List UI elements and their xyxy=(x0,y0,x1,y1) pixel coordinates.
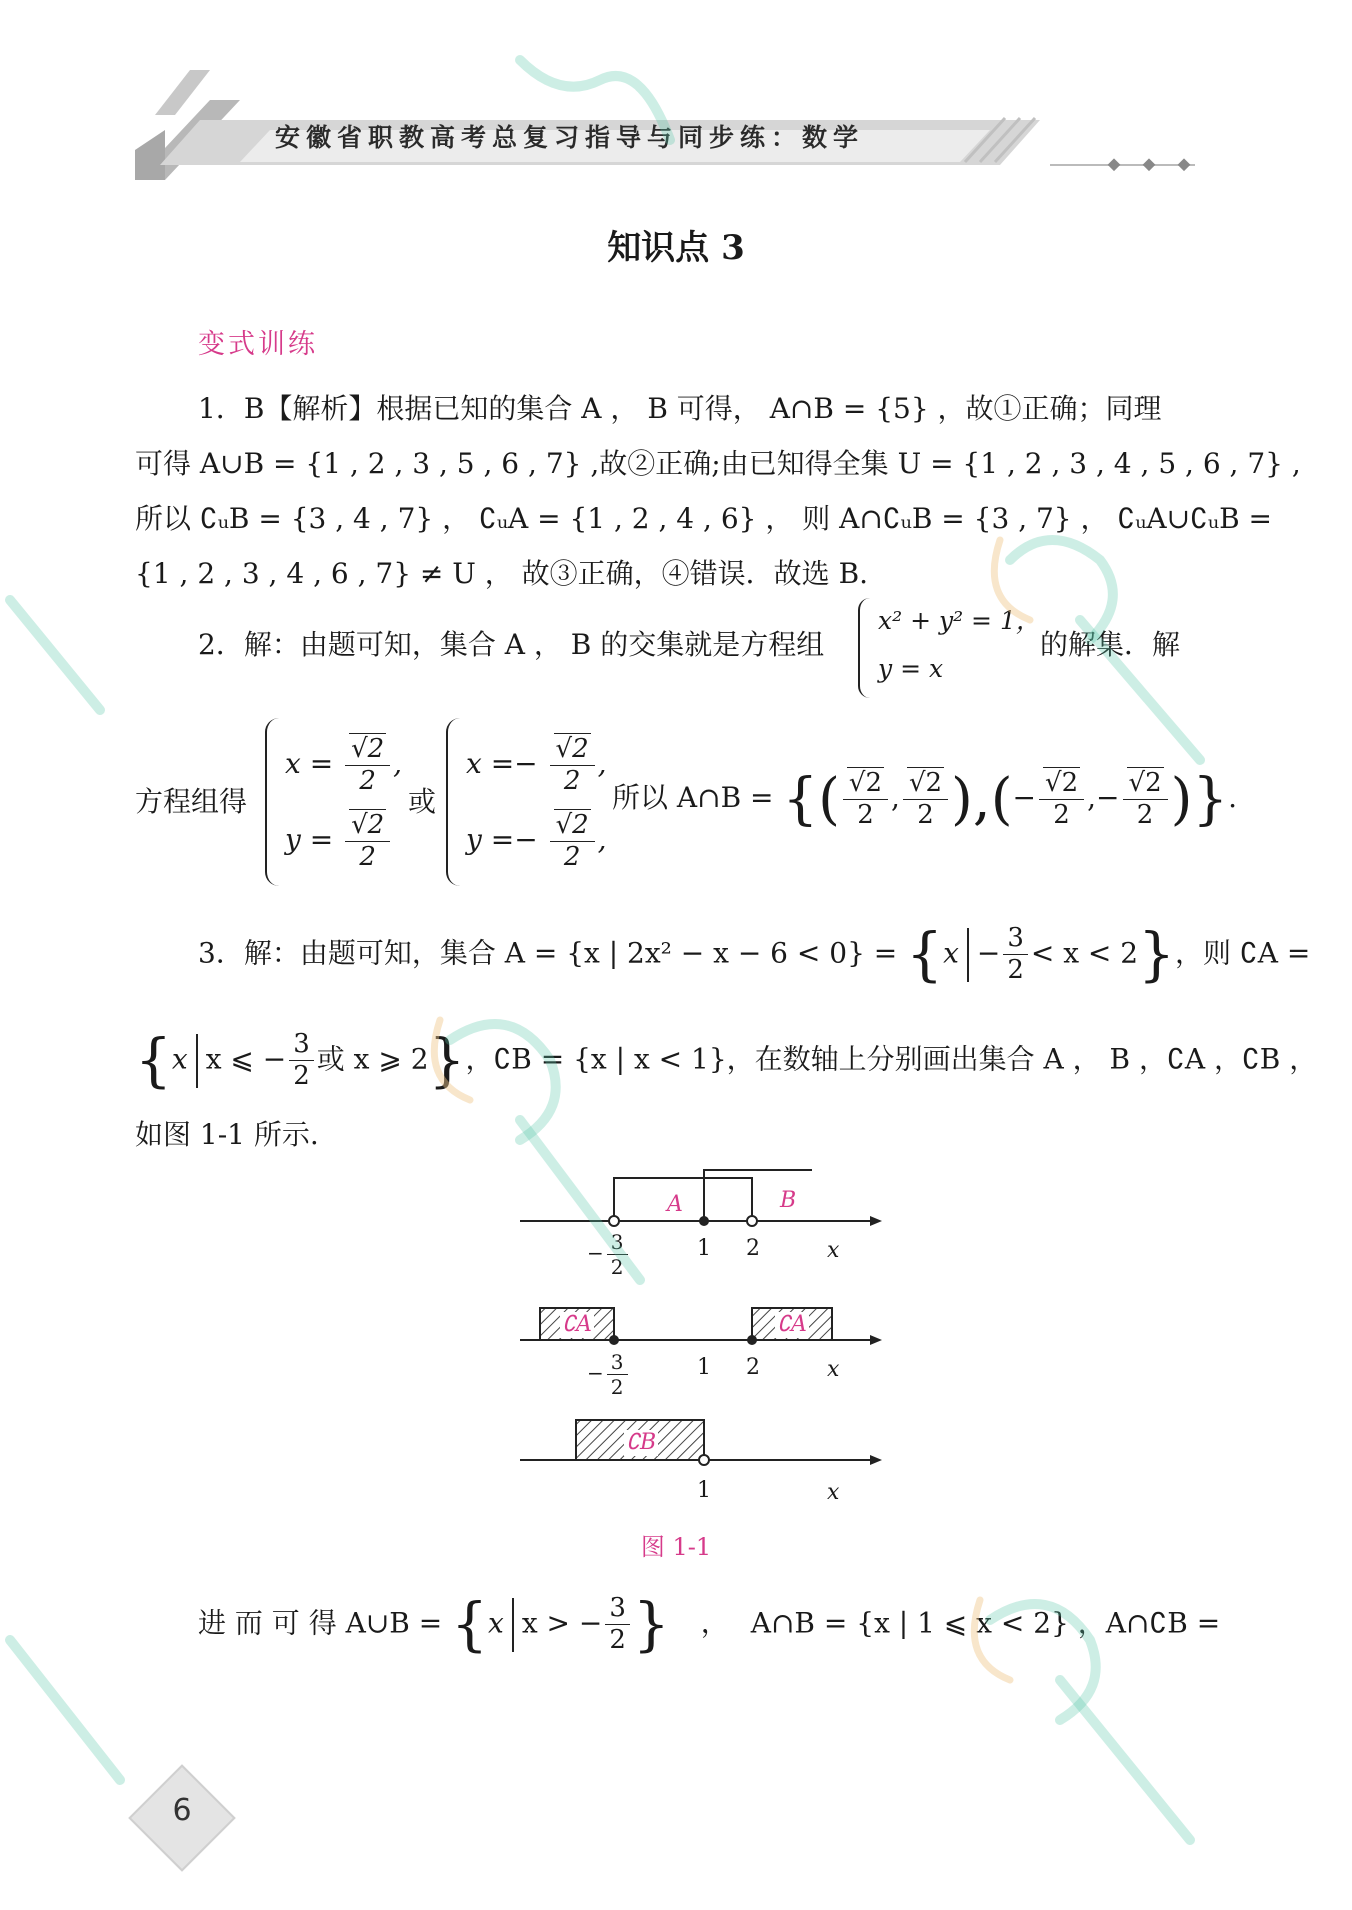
fig-tick-2b: 2 xyxy=(746,1355,760,1380)
p2-sol2-brace xyxy=(446,718,464,886)
p2-intro: 2．解：由题可知，集合 A ， B 的交集就是方程组 xyxy=(198,628,825,661)
frac-den: 2 xyxy=(610,1255,624,1279)
fig-label-B: B xyxy=(780,1188,797,1213)
p2-res-frac4 xyxy=(1123,768,1168,831)
p4-a: 进 而 可 得 A∪B = xyxy=(198,1606,443,1640)
neg-sign: − xyxy=(1096,781,1120,815)
p2-sol1-y-label: y = xyxy=(285,823,334,857)
fig-axis-x3: x xyxy=(827,1480,840,1505)
p3-l1b: x xyxy=(943,936,959,970)
p4-d: ， xyxy=(700,1606,729,1640)
p1-line3: 所以 ∁ᵤB = {3 , 4 , 7} ， ∁ᵤA = {1 , 2 , 4 , 6} ， 则 A∩∁ᵤB = {3 , 7} ， ∁ᵤA∪∁ᵤB = xyxy=(135,502,1273,535)
p2-res-frac3 xyxy=(1039,768,1084,831)
p2-sol1-x-frac xyxy=(345,734,390,797)
p4-line: 进 而 可 得 A∪B = {x x > − $\frac{3}{2}$ } ， A∩B = {x | 1 ⩽ x < 2} ，A∩∁B = xyxy=(198,1590,1221,1658)
p3-frac2 xyxy=(289,1029,314,1092)
p3-l1e: ，则 ∁A = xyxy=(1175,936,1311,970)
p2-sol1-x-label: x = xyxy=(285,747,334,781)
neg-sign: − xyxy=(1012,781,1037,815)
fig-tick-neg-b xyxy=(587,1350,631,1399)
set-bar xyxy=(196,1034,198,1088)
frac-num: 3 xyxy=(607,1230,628,1255)
p2-result: 所以 A∩B = {( $\frac{√2}{2}$ , $\frac{√2}{2}$ ),(− $\frac{√2}{2}$ ,− $\frac{√2}{2}$ )}. xyxy=(612,767,1237,832)
p2-sol1-brace xyxy=(265,718,283,886)
p4-c: x > − xyxy=(521,1606,603,1640)
sqrt-num: √2 xyxy=(908,767,943,798)
frac-num: 3 xyxy=(1003,923,1028,955)
frac-den: 2 xyxy=(359,842,376,873)
set-bar xyxy=(967,928,969,982)
page-number: 6 xyxy=(172,1793,192,1828)
frac-den: 2 xyxy=(917,800,934,831)
p2-sol2-x-frac xyxy=(550,734,595,797)
set-bar xyxy=(512,1598,514,1652)
p3-l1a: 3．解：由题可知，集合 A = {x | 2x² − x − 6 < 0} = xyxy=(198,936,898,970)
fig-label-CA-left: ∁A xyxy=(562,1312,592,1337)
fig-tick-1c: 1 xyxy=(697,1478,711,1503)
fig-tick-1b: 1 xyxy=(697,1355,711,1380)
p2-system-brace xyxy=(858,598,878,698)
fig-tick-1a: 1 xyxy=(697,1236,711,1261)
p3-l1d: < x < 2 xyxy=(1030,936,1139,970)
frac-den: 2 xyxy=(609,1625,626,1656)
header-title: 安徽省职教高考总复习指导与同步练：数学 xyxy=(275,123,865,152)
p2-system-eq2: y = x xyxy=(878,654,944,683)
fig-frac-a xyxy=(607,1230,628,1279)
fig-axis-x2: x xyxy=(827,1357,840,1382)
p4-frac xyxy=(605,1593,630,1656)
p2-lead: 方程组得 xyxy=(135,785,248,818)
frac-num: 3 xyxy=(607,1350,628,1375)
p3-line3: 如图 1-1 所示. xyxy=(135,1118,319,1151)
frac-den: 2 xyxy=(1136,800,1154,831)
p3-line2: {x x ⩽ − $\frac{3}{2}$ 或 x ⩾ 2}，∁B = {x | x < 1}，在数轴上分别画出集合 A ， B ，∁A ，∁B ， xyxy=(135,1026,1318,1094)
frac-den: 2 xyxy=(359,766,376,797)
fig-tick-neg-a xyxy=(587,1230,631,1279)
p1-line2: 可得 A∪B = {1 , 2 , 3 , 5 , 6 , 7} ,故②正确;由已知得全集 U = {1 , 2 , 3 , 4 , 5 , 6 , 7} , xyxy=(135,447,1301,480)
p2-res-frac1 xyxy=(843,768,888,831)
p2-system-eq1: x² + y² = 1， xyxy=(878,606,1041,635)
neg-sign: − xyxy=(976,936,1001,970)
neg-sign: − xyxy=(514,823,538,857)
period: . xyxy=(1228,781,1237,815)
p2-tail: 的解集．解 xyxy=(1040,628,1181,661)
frac-den: 2 xyxy=(1007,955,1024,986)
p3-frac1 xyxy=(1003,923,1028,986)
section-heading: 变式训练 xyxy=(198,329,318,360)
knowledge-point-title: 知识点 3 xyxy=(607,228,745,268)
sqrt-num: √2 xyxy=(848,767,883,798)
p2-sol2-x: x =− $\frac{√2}{2}$ , xyxy=(466,734,607,797)
fig-label-CA-right: ∁A xyxy=(777,1312,807,1337)
p1-line4: {1 , 2 , 3 , 4 , 6 , 7} ≠ U ， 故③正确，④错误．故选 B. xyxy=(135,557,869,590)
sqrt-num: √2 xyxy=(1045,767,1079,798)
sqrt-num: √2 xyxy=(1128,767,1162,798)
p2-or: 或 xyxy=(408,785,437,818)
p3-l2c: 或 x ⩾ 2 xyxy=(316,1042,429,1076)
p3-l2b: x ⩽ − xyxy=(205,1042,287,1076)
frac-num: 3 xyxy=(289,1029,314,1061)
frac-den: 2 xyxy=(563,842,581,873)
p2-so-label: 所以 A∩B = xyxy=(612,781,774,815)
frac-den: 2 xyxy=(857,800,874,831)
frac-den: 2 xyxy=(610,1375,624,1399)
p2-sol2-y-label: y = xyxy=(466,823,515,857)
fig-label-CB: ∁B xyxy=(626,1430,657,1455)
p3-l2d: ，∁B = {x | x < 1}，在数轴上分别画出集合 A ， B ，∁A ，∁B ， xyxy=(465,1042,1318,1076)
p1-line1: 1．B【解析】根据已知的集合 A ， B 可得， A∩B = {5} ，故①正确；同理 xyxy=(198,392,1162,425)
figure-caption: 图 1-1 xyxy=(640,1533,712,1561)
p3-line1: 3．解：由题可知，集合 A = {x | 2x² − x − 6 < 0} = {x − $\frac{3}{2}$ < x < 2}，则 ∁A = xyxy=(198,920,1311,988)
sqrt-num: √2 xyxy=(555,734,589,764)
sqrt-num: √2 xyxy=(555,810,589,840)
p4-b: x xyxy=(488,1606,504,1640)
p3-l2a: x xyxy=(171,1042,188,1076)
fig-tick-2a: 2 xyxy=(746,1236,760,1261)
p2-res-frac2 xyxy=(903,768,948,831)
sqrt-num: √2 xyxy=(351,810,385,840)
p2-sol1-y-frac xyxy=(345,810,390,873)
fig-axis-x1: x xyxy=(827,1238,840,1263)
neg-sign: − xyxy=(514,747,538,781)
frac-den: 2 xyxy=(563,766,581,797)
frac-den: 2 xyxy=(293,1061,310,1092)
neg-sign: − xyxy=(587,1361,604,1385)
frac-num: 3 xyxy=(605,1593,630,1625)
frac-den: 2 xyxy=(1053,800,1070,831)
p2-sol2-y-frac xyxy=(550,810,595,873)
neg-sign: − xyxy=(587,1241,604,1265)
p2-sol1-x: x = $\frac{√2}{2}$ , xyxy=(285,734,403,797)
p4-e: A∩B = {x | 1 ⩽ x < 2} ，A∩∁B = xyxy=(750,1606,1221,1640)
p2-sol2-x-label: x = xyxy=(466,747,515,781)
fig-label-A: A xyxy=(667,1192,683,1217)
sqrt-num: √2 xyxy=(351,734,385,764)
p2-sol2-y: y =− $\frac{√2}{2}$ , xyxy=(466,810,607,873)
set-A-bracket xyxy=(614,1178,752,1221)
fig-frac-b xyxy=(607,1350,628,1399)
header-decoration xyxy=(0,0,1352,200)
p2-sol1-y xyxy=(285,810,393,873)
